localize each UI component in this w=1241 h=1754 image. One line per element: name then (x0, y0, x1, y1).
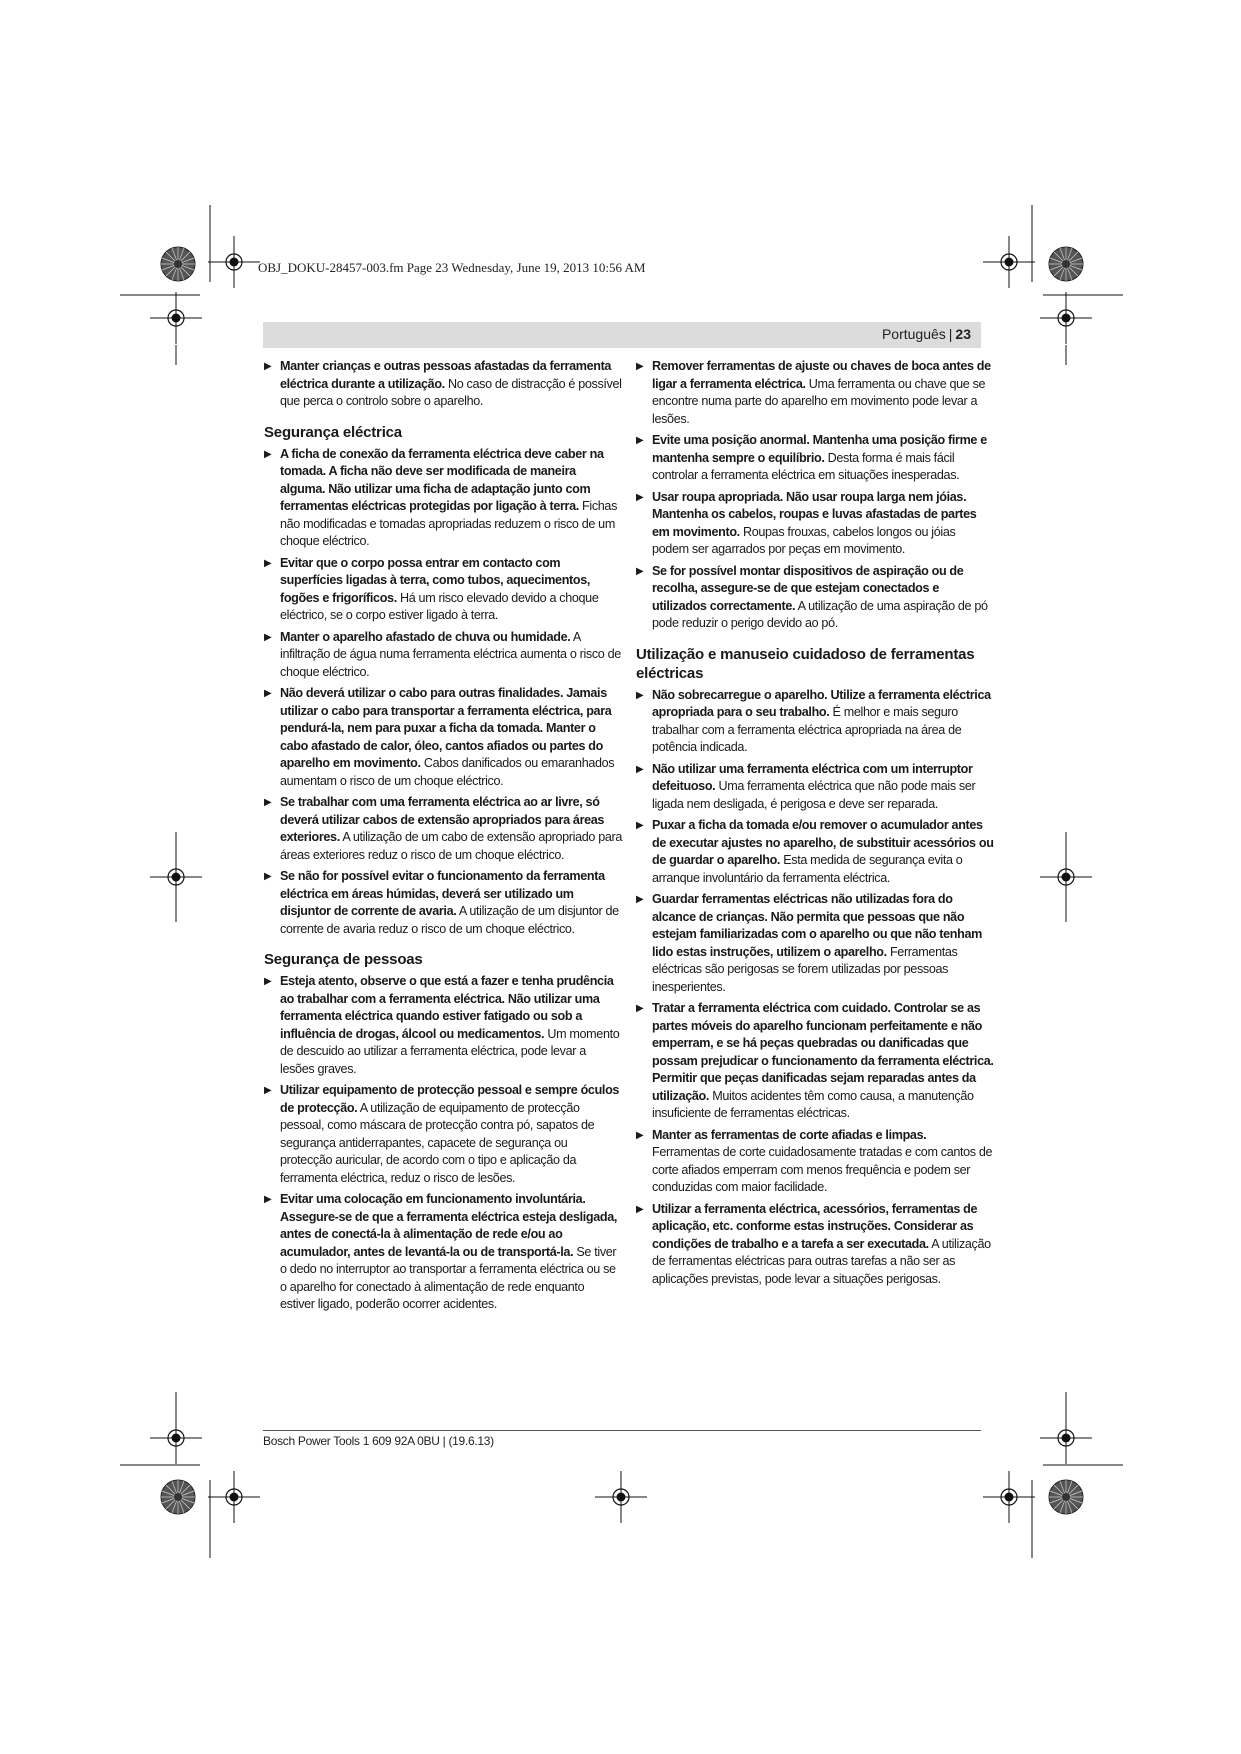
list-item: ▶ Se não for possível evitar o funcionamento da ferramenta eléctrica em áreas húmidas, deverá ser utilizado um disjuntor de corrente de avaria. A utilização de um disjuntor de corrente de avaria reduz o risco de um choque eléctrico. (264, 869, 619, 936)
list-item: ▶ Manter o aparelho afastado de chuva ou humidade. A infiltração de água numa ferramenta eléctrica aumenta o risco de choque eléctrico. (264, 629, 621, 679)
list-item: ▶ Usar roupa apropriada. Não usar roupa larga nem jóias. Mantenha os cabelos, roupas e luvas afastadas de partes em movimento. Roupas frouxas, cabelos longos ou jóias podem ser agarrados por peças em movimento. (636, 489, 977, 556)
bullet-icon: ▶ (636, 491, 644, 503)
left-column (264, 358, 622, 1318)
bullet-icon: ▶ (264, 1194, 272, 1205)
page-footer: Bosch Power Tools 1 609 92A 0BU | (19.6.13) (263, 1434, 494, 1448)
bullet-icon: ▶ (636, 565, 644, 577)
bullet-icon: ▶ (636, 820, 644, 831)
list-item: ▶ Guardar ferramentas eléctricas não utilizadas fora do alcance de crianças. Não permita que pessoas que não estejam familiarizadas com o aparelho ou que não tenham lido estas instruções, utilizem o aparelho. Ferramentas eléctricas são perigosas se forem utilizadas por pessoas inesperientes. (636, 892, 982, 994)
list-item: ▶ Utilizar a ferramenta eléctrica, acessórios, ferramentas de aplicação, etc. conforme estas instruções. Considerar as condições de trabalho e a tarefa a ser executada. A utilização de ferramentas eléctricas para outras tarefas a não ser as aplicações previstas, pode levar a situações perigosas. (636, 1201, 991, 1286)
list-item: ▶ Evitar uma colocação em funcionamento involuntária. Assegure-se de que a ferramenta eléctrica esteja desligada, antes de conectá-la à alimentação de rede e/ou ao acumulador, antes de levantá-la ou de transportá-la. Se tiver o dedo no interruptor ao transportar a ferramenta eléctrica ou se o aparelho for conectado à alimentação de rede enquanto estiver ligado, poderão ocorrer acidentes. (264, 1192, 618, 1311)
bullet-icon: ▶ (636, 1129, 644, 1141)
bullet-icon: ▶ (264, 631, 272, 643)
list-item: ▶ Manter as ferramentas de corte afiadas e limpas. Ferramentas de corte cuidadosamente tratadas e com cantos de corte afiados emperram com menos frequência e podem ser conduzidas com maior facilidade. (636, 1127, 993, 1194)
bullet-icon: ▶ (636, 763, 644, 775)
list-item: ▶ Não sobrecarregue o aparelho. Utilize a ferramenta eléctrica apropriada para o seu trabalho. É melhor e mais seguro trabalhar com a ferramenta eléctrica apropriada na área de potência indicada. (636, 687, 991, 754)
list-item: ▶ Remover ferramentas de ajuste ou chaves de boca antes de ligar a ferramenta eléctrica. Uma ferramenta ou chave que se encontre numa parte do aparelho em movimento pode levar a lesões. (636, 359, 991, 426)
bullet-icon: ▶ (264, 688, 272, 699)
bullet-icon: ▶ (264, 557, 272, 569)
header-separator: | (948, 326, 953, 342)
list-item: ▶ Esteja atento, observe o que está a fazer e tenha prudência ao trabalhar com a ferramenta eléctrica. Não utilizar uma ferramenta eléctrica quando estiver fatigado ou sob a influência de drogas, álcool ou medicamentos. Um momento de descuido ao utilizar a ferramenta eléctrica, pode levar a lesões graves. (264, 974, 620, 1076)
page-header (263, 322, 981, 348)
bullet-icon: ▶ (636, 1203, 644, 1215)
list-item: ▶ Utilizar equipamento de protecção pessoal e sempre óculos de protecção. A utilização de equipamento de protecção pessoal, como máscara de protecção contra pó, sapatos de segurança antiderrapantes, capacete de segurança ou protecção auricular, de acordo com o tipo e aplicação da ferramenta eléctrica, reduz o risco de lesões. (264, 1083, 620, 1185)
bullet-icon: ▶ (264, 361, 272, 372)
bullet-icon: ▶ (636, 435, 644, 446)
bullet-icon: ▶ (264, 871, 272, 882)
right-column (636, 358, 994, 1292)
list-item: ▶ Não utilizar uma ferramenta eléctrica com um interruptor defeituoso. Uma ferramenta eléctrica que não pode mais ser ligada nem desligada, é perigosa e deve ser reparada. (636, 761, 976, 811)
list-item: ▶ Manter crianças e outras pessoas afastadas da ferramenta eléctrica durante a utilização. No caso de distracção é possível que perca o controlo sobre o aparelho. (264, 359, 622, 408)
list-item: ▶ Se trabalhar com uma ferramenta eléctrica ao ar livre, só deverá utilizar cabos de extensão apropriados para áreas exteriores. A utilização de um cabo de extensão apropriado para áreas exteriores reduz o risco de um choque eléctrico. (264, 795, 623, 862)
section-title: Utilização e manuseio cuidadoso de ferramentas eléctricas (636, 645, 975, 682)
bullet-icon: ▶ (636, 361, 644, 372)
bullet-icon: ▶ (264, 976, 272, 987)
section-title: Segurança eléctrica (264, 423, 402, 441)
header-text (882, 326, 971, 342)
list-item: ▶ Tratar a ferramenta eléctrica com cuidado. Controlar se as partes móveis do aparelho funcionam perfeitamente e não emperram, e se há peças quebradas ou danificadas que possam prejudicar o funcionamento da ferramenta eléctrica. Permitir que peças danificadas sejam reparadas antes da utilização. Muitos acidentes têm como causa, a manutenção insuficiente de ferramentas eléctricas. (636, 1001, 994, 1120)
bullet-icon: ▶ (264, 797, 272, 808)
print-slug: OBJ_DOKU-28457-003.fm Page 23 Wednesday, June 19, 2013 10:56 AM (258, 260, 646, 275)
bullet-icon: ▶ (264, 1085, 272, 1096)
bullet-icon: ▶ (636, 689, 644, 701)
list-item: ▶ Evite uma posição anormal. Mantenha uma posição firme e mantenha sempre o equilíbrio. Desta forma é mais fácil controlar a ferramenta eléctrica em situações inesperadas. (636, 433, 987, 482)
bullet-icon: ▶ (636, 894, 644, 905)
list-item: ▶ Não deverá utilizar o cabo para outras finalidades. Jamais utilizar o cabo para transportar a ferramenta eléctrica, para pendurá-la, nem para puxar a ficha da tomada. Manter o cabo afastado de calor, óleo, cantos afiados ou partes do aparelho em movimento. Cabos danificados ou emaranhados aumentam o risco de um choque eléctrico. (264, 686, 615, 788)
list-item: ▶ Se for possível montar dispositivos de aspiração ou de recolha, assegure-se de que estejam conectados e utilizados correctamente. A utilização de uma aspiração de pó pode reduzir o perigo devido ao pó. (636, 563, 988, 630)
section-title: Segurança de pessoas (264, 951, 423, 968)
list-item: ▶ Puxar a ficha da tomada e/ou remover o acumulador antes de executar ajustes no aparelho, de substituir acessórios ou de guardar o aparelho. Esta medida de segurança evita o arranque involuntário da ferramenta eléctrica. (636, 818, 994, 885)
bullet-icon: ▶ (264, 448, 272, 460)
header-language: Português (881, 326, 946, 342)
page-number: 23 (955, 326, 971, 342)
footer-rule (263, 1430, 981, 1431)
list-item: ▶ A ficha de conexão da ferramenta eléctrica deve caber na tomada. A ficha não deve ser modificada de maneira alguma. Não utilizar uma ficha de adaptação junto com ferramentas eléctricas protegidas por ligação à terra. Fichas não modificadas e tomadas apropriadas reduzem o risco de um choque eléctrico. (264, 446, 618, 548)
bullet-icon: ▶ (636, 1003, 644, 1014)
list-item: ▶ Evitar que o corpo possa entrar em contacto com superfícies ligadas à terra, como tubos, aquecimentos, fogões e frigoríficos. Há um risco elevado devido a choque eléctrico, se o corpo estiver ligado à terra. (264, 555, 599, 622)
